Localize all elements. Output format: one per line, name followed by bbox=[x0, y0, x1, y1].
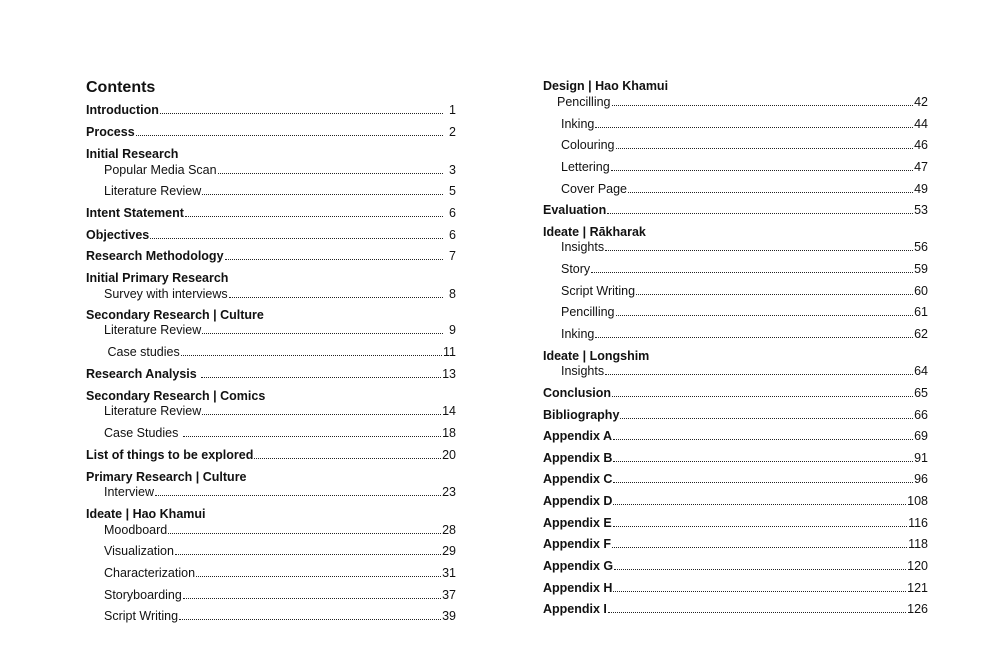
toc-page-number: 118 bbox=[908, 537, 928, 551]
toc-page-number: 29 bbox=[442, 544, 456, 558]
toc-entry-label: Case studies bbox=[104, 345, 180, 359]
toc-entry-label: Introduction bbox=[86, 103, 159, 117]
toc-entry-label: Appendix I bbox=[543, 602, 607, 616]
toc-page-number: 9 bbox=[449, 323, 456, 337]
leader-dots bbox=[613, 439, 913, 440]
toc-entry-label: Popular Media Scan bbox=[104, 163, 217, 177]
toc-entry-label: Appendix F bbox=[543, 537, 612, 551]
leader-dots bbox=[613, 461, 913, 462]
page-title: Contents bbox=[86, 79, 156, 96]
toc-entry-label: Evaluation bbox=[543, 203, 607, 217]
toc-page-number: 126 bbox=[907, 602, 928, 616]
toc-subentry[interactable] bbox=[104, 344, 456, 360]
toc-page-number: 37 bbox=[442, 588, 456, 602]
toc-page-number: 3 bbox=[449, 163, 456, 177]
toc-entry-bibliography[interactable] bbox=[543, 407, 928, 423]
toc-entry-label: Process bbox=[86, 125, 135, 139]
toc-page-number: 20 bbox=[442, 448, 456, 462]
toc-page-number: 2 bbox=[449, 125, 456, 139]
leader-dots bbox=[611, 170, 913, 171]
toc-page-number: 59 bbox=[914, 262, 928, 276]
leader-dots bbox=[181, 355, 442, 356]
toc-subentry[interactable] bbox=[561, 239, 928, 255]
leader-dots bbox=[595, 127, 913, 128]
toc-entry-label: Inking bbox=[561, 117, 595, 131]
toc-page-number: 116 bbox=[908, 516, 928, 530]
toc-page-number: 121 bbox=[907, 581, 928, 595]
toc-page-number: 31 bbox=[442, 566, 456, 580]
leader-dots bbox=[183, 436, 441, 437]
toc-subentry[interactable] bbox=[104, 403, 456, 419]
toc-entry-label: Appendix D bbox=[543, 494, 613, 508]
toc-entry-process[interactable] bbox=[86, 124, 456, 140]
toc-entry-label: Appendix H bbox=[543, 581, 613, 595]
leader-dots bbox=[225, 259, 443, 260]
leader-dots bbox=[202, 414, 441, 415]
leader-dots bbox=[608, 612, 906, 613]
leader-dots bbox=[607, 213, 913, 214]
leader-dots bbox=[201, 377, 441, 378]
toc-entry-label: Cover Page bbox=[561, 182, 628, 196]
leader-dots bbox=[595, 337, 913, 338]
toc-page-number: 69 bbox=[914, 429, 928, 443]
toc-page-number: 120 bbox=[907, 559, 928, 573]
toc-entry-label: Pencilling bbox=[557, 95, 611, 109]
leader-dots bbox=[612, 547, 907, 548]
toc-subentry[interactable] bbox=[557, 94, 928, 110]
toc-entry-conclusion[interactable] bbox=[543, 385, 928, 401]
toc-entry-appendix[interactable] bbox=[543, 493, 928, 509]
toc-entry-label: Visualization bbox=[104, 544, 174, 558]
toc-entry-label: Appendix G bbox=[543, 559, 614, 573]
toc-subentry[interactable] bbox=[104, 587, 456, 603]
toc-entry-appendix[interactable] bbox=[543, 515, 928, 531]
toc-entry-appendix[interactable] bbox=[543, 428, 928, 444]
leader-dots bbox=[605, 250, 913, 251]
toc-entry-label: Script Writing bbox=[104, 609, 179, 623]
toc-page-number: 23 bbox=[442, 485, 456, 499]
toc-entry-label: Pencilling bbox=[561, 305, 615, 319]
toc-entry-label: Interview bbox=[104, 485, 155, 499]
leader-dots bbox=[628, 192, 913, 193]
toc-entry-label: Storyboarding bbox=[104, 588, 182, 602]
leader-dots bbox=[179, 619, 441, 620]
toc-entry-label: Intent Statement bbox=[86, 206, 184, 220]
leader-dots bbox=[636, 294, 913, 295]
toc-subentry[interactable] bbox=[104, 286, 456, 302]
toc-section-heading[interactable]: Ideate | Longshim bbox=[543, 349, 650, 363]
toc-page-number: 44 bbox=[914, 117, 928, 131]
toc-subentry[interactable] bbox=[104, 522, 456, 538]
leader-dots bbox=[254, 458, 441, 459]
toc-entry-appendix[interactable] bbox=[543, 536, 928, 552]
toc-page-number: 49 bbox=[914, 182, 928, 196]
toc-entry-label: Moodboard bbox=[104, 523, 168, 537]
toc-entry-label: Insights bbox=[561, 364, 605, 378]
leader-dots bbox=[612, 105, 914, 106]
toc-entry-label: Literature Review bbox=[104, 184, 202, 198]
toc-entry-label: Lettering bbox=[561, 160, 610, 174]
toc-section-heading[interactable]: Secondary Research | Comics bbox=[86, 389, 266, 403]
toc-entry-label: Survey with interviews bbox=[104, 287, 228, 301]
leader-dots bbox=[196, 576, 441, 577]
toc-subentry[interactable] bbox=[561, 304, 928, 320]
toc-subentry[interactable] bbox=[561, 159, 928, 175]
toc-entry-label: Objectives bbox=[86, 228, 150, 242]
leader-dots bbox=[616, 315, 914, 316]
toc-entry-label: Appendix A bbox=[543, 429, 612, 443]
leader-dots bbox=[202, 333, 443, 334]
toc-page-number: 8 bbox=[449, 287, 456, 301]
leader-dots bbox=[136, 135, 443, 136]
toc-subentry[interactable] bbox=[104, 322, 456, 338]
toc-page-number: 42 bbox=[914, 95, 928, 109]
leader-dots bbox=[614, 569, 906, 570]
leader-dots bbox=[168, 533, 441, 534]
toc-page-number: 62 bbox=[914, 327, 928, 341]
leader-dots bbox=[160, 113, 443, 114]
toc-subentry[interactable] bbox=[104, 484, 456, 500]
toc-entry-appendix[interactable] bbox=[543, 450, 928, 466]
toc-page-number: 39 bbox=[442, 609, 456, 623]
toc-page-number: 60 bbox=[914, 284, 928, 298]
toc-page-number: 96 bbox=[914, 472, 928, 486]
toc-entry-appendix[interactable] bbox=[543, 558, 928, 574]
toc-page-number: 13 bbox=[442, 367, 456, 381]
toc-page-number: 47 bbox=[914, 160, 928, 174]
toc-entry-label: Script Writing bbox=[561, 284, 636, 298]
toc-page-number: 65 bbox=[914, 386, 928, 400]
toc-subentry[interactable] bbox=[104, 425, 456, 441]
toc-entry-appendix[interactable] bbox=[543, 580, 928, 596]
toc-entry-label: Appendix B bbox=[543, 451, 613, 465]
toc-entry-introduction[interactable] bbox=[86, 102, 456, 118]
toc-entry-label: Insights bbox=[561, 240, 605, 254]
toc-page-number: 53 bbox=[914, 203, 928, 217]
toc-entry-research-methodology[interactable] bbox=[86, 248, 456, 264]
toc-page-number: 6 bbox=[449, 228, 456, 242]
toc-subentry[interactable] bbox=[561, 326, 928, 342]
toc-section-heading[interactable]: Secondary Research | Culture bbox=[86, 308, 264, 322]
toc-page-number: 14 bbox=[442, 404, 456, 418]
leader-dots bbox=[155, 495, 441, 496]
toc-entry-label: Conclusion bbox=[543, 386, 612, 400]
toc-page-number: 1 bbox=[449, 103, 456, 117]
leader-dots bbox=[202, 194, 443, 195]
leader-dots bbox=[620, 418, 913, 419]
leader-dots bbox=[605, 374, 913, 375]
toc-page-number: 46 bbox=[914, 138, 928, 152]
toc-page-number: 91 bbox=[914, 451, 928, 465]
toc-page-number: 11 bbox=[443, 345, 456, 359]
toc-subentry[interactable] bbox=[104, 565, 456, 581]
toc-entry-label: Colouring bbox=[561, 138, 615, 152]
toc-page-number: 7 bbox=[449, 249, 456, 263]
leader-dots bbox=[150, 238, 443, 239]
toc-subentry[interactable] bbox=[561, 363, 928, 379]
toc-entry-appendix[interactable] bbox=[543, 601, 928, 617]
toc-section-heading[interactable]: Initial Primary Research bbox=[86, 271, 229, 285]
toc-section-heading[interactable]: Ideate | Hao Khamui bbox=[86, 507, 206, 521]
toc-page-number: 28 bbox=[442, 523, 456, 537]
toc-entry-label: Appendix C bbox=[543, 472, 613, 486]
toc-subentry[interactable] bbox=[561, 283, 928, 299]
toc-entry-appendix[interactable] bbox=[543, 471, 928, 487]
toc-entry-evaluation[interactable] bbox=[543, 202, 928, 218]
toc-entry-objectives[interactable] bbox=[86, 227, 456, 243]
toc-entry-label: Bibliography bbox=[543, 408, 620, 422]
toc-entry-label: Literature Review bbox=[104, 323, 202, 337]
toc-subentry[interactable] bbox=[561, 261, 928, 277]
leader-dots bbox=[218, 173, 443, 174]
toc-entry-research-analysis[interactable] bbox=[86, 366, 456, 382]
leader-dots bbox=[616, 148, 914, 149]
toc-section-heading[interactable]: Ideate | Rākharak bbox=[543, 225, 646, 239]
toc-entry-label: Research Analysis bbox=[86, 367, 201, 381]
toc-subentry[interactable] bbox=[561, 181, 928, 197]
toc-page-number: 108 bbox=[907, 494, 928, 508]
leader-dots bbox=[229, 297, 443, 298]
toc-entry-label: Characterization bbox=[104, 566, 196, 580]
leader-dots bbox=[613, 591, 906, 592]
toc-subentry[interactable] bbox=[104, 543, 456, 559]
toc-subentry[interactable] bbox=[104, 183, 456, 199]
toc-section-heading[interactable]: Design | Hao Khamui bbox=[543, 79, 669, 93]
toc-section-heading[interactable]: Initial Research bbox=[86, 147, 179, 161]
toc-page-number: 64 bbox=[914, 364, 928, 378]
leader-dots bbox=[613, 504, 906, 505]
toc-entry-label: Literature Review bbox=[104, 404, 202, 418]
toc-subentry[interactable] bbox=[104, 608, 456, 624]
leader-dots bbox=[591, 272, 913, 273]
leader-dots bbox=[612, 396, 913, 397]
toc-page-number: 6 bbox=[449, 206, 456, 220]
toc-entry-list-things-explored[interactable] bbox=[86, 447, 456, 463]
toc-section-heading[interactable]: Primary Research | Culture bbox=[86, 470, 247, 484]
leader-dots bbox=[185, 216, 443, 217]
toc-subentry[interactable] bbox=[561, 116, 928, 132]
toc-subentry[interactable] bbox=[561, 137, 928, 153]
toc-page-number: 18 bbox=[442, 426, 456, 440]
leader-dots bbox=[613, 526, 907, 527]
toc-page-number: 66 bbox=[914, 408, 928, 422]
toc-entry-label: Research Methodology bbox=[86, 249, 224, 263]
toc-entry-label: List of things to be explored bbox=[86, 448, 254, 462]
toc-entry-label: Story bbox=[561, 262, 591, 276]
toc-entry-intent-statement[interactable] bbox=[86, 205, 456, 221]
toc-page-number: 56 bbox=[914, 240, 928, 254]
leader-dots bbox=[183, 598, 441, 599]
toc-entry-label: Appendix E bbox=[543, 516, 612, 530]
toc-entry-label: Case Studies bbox=[104, 426, 182, 440]
toc-entry-label: Inking bbox=[561, 327, 595, 341]
leader-dots bbox=[613, 482, 913, 483]
toc-page-number: 5 bbox=[449, 184, 456, 198]
toc-page-number: 61 bbox=[914, 305, 928, 319]
toc-subentry[interactable] bbox=[104, 162, 456, 178]
leader-dots bbox=[175, 554, 441, 555]
